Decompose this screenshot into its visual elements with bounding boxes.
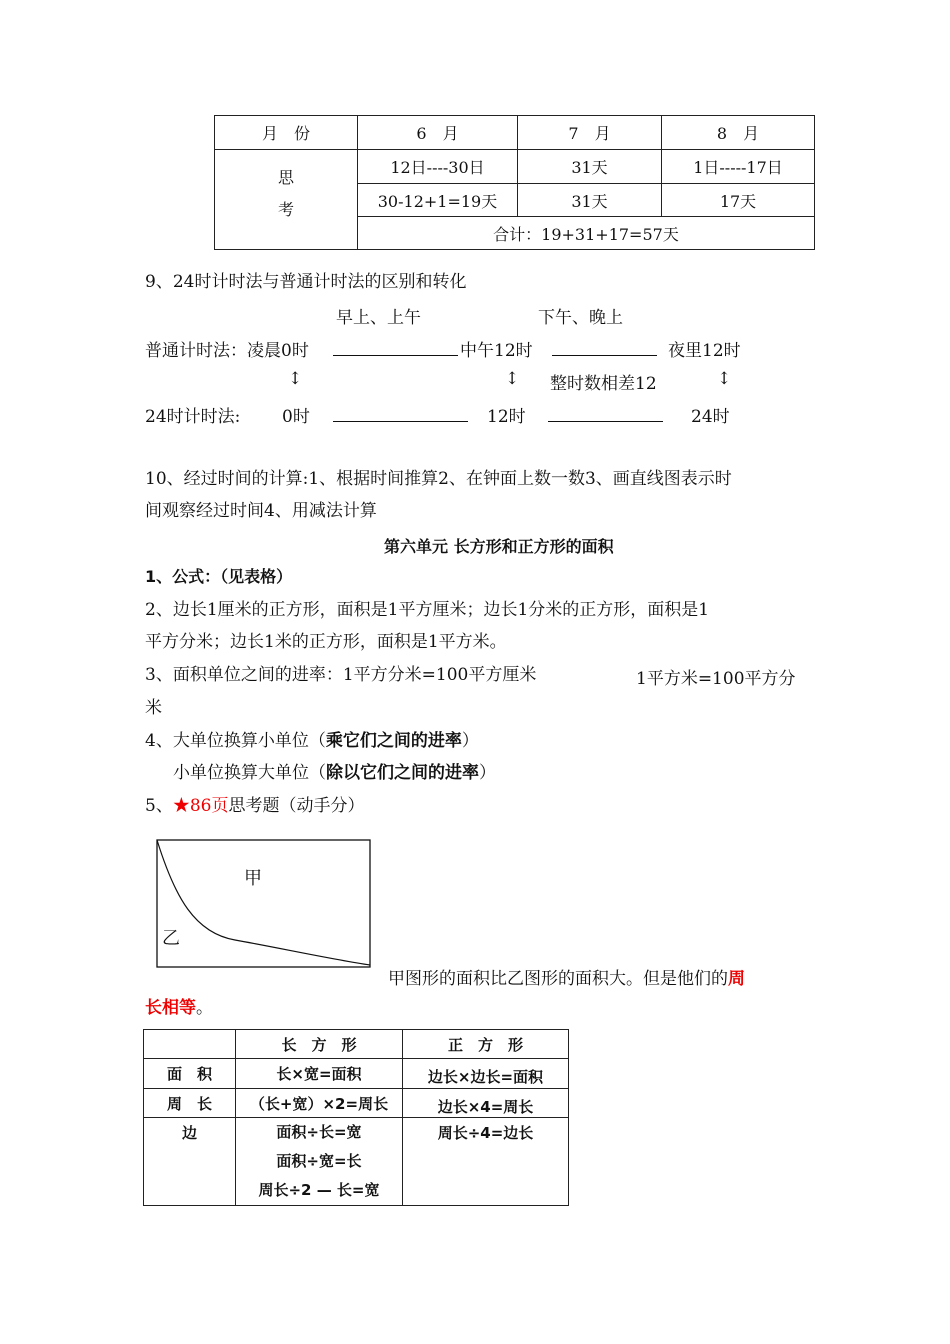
blank-line	[333, 355, 458, 356]
section-10-line1: 10、经过时间的计算:1、根据时间推算2、在钟面上数一数3、画直线图表示时	[145, 469, 732, 489]
star-page-ref: ★86页	[172, 796, 229, 816]
formula: 周长÷2 — 长=宽	[258, 1181, 380, 1199]
para-2a: 2、边长1厘米的正方形，面积是1平方厘米；边长1分米的正方形，面积是1	[145, 600, 710, 620]
cell: 1日-----17日	[662, 150, 815, 184]
row-label-side: 边	[144, 1118, 236, 1206]
h12-label: 12时	[487, 407, 526, 427]
para-4a	[145, 730, 479, 752]
pm-label: 下午、晚上	[538, 308, 623, 328]
think-label: 思 考	[215, 150, 358, 250]
empty-cell	[144, 1030, 236, 1059]
dividing-curve	[157, 840, 370, 965]
highlight-text: 长相等	[145, 998, 196, 1018]
blank-line	[548, 421, 663, 422]
h24-end-label: 24时	[691, 407, 730, 427]
blank-line	[333, 421, 468, 422]
header-month: 月 份	[215, 116, 358, 150]
noon-label: 中午12时	[460, 341, 533, 361]
h24-label: 24时计时法:	[145, 407, 241, 427]
formula: 面积÷长=宽	[276, 1123, 362, 1141]
midnight-label: 夜里12时	[668, 341, 741, 361]
rect-area-formula: 长×宽=面积	[236, 1059, 403, 1089]
text: ）	[461, 731, 479, 751]
text: 5、	[145, 796, 173, 816]
updown-arrow-icon: ↕	[288, 369, 303, 389]
cell: 31天	[518, 150, 662, 184]
row-label-area: 面 积	[144, 1059, 236, 1089]
text: 。	[196, 998, 213, 1018]
h0-label: 0时	[282, 407, 310, 427]
highlight-text: 周	[728, 969, 745, 989]
para-3a: 3、面积单位之间的进率：1平方分米=100平方厘米	[145, 665, 537, 685]
header-july: 7 月	[518, 116, 662, 150]
section-10-line2: 间观察经过时间4、用减法计算	[145, 501, 377, 521]
text: 思考题（动手分）	[228, 796, 365, 816]
formula: 面积÷宽=长	[276, 1152, 362, 1170]
region-jia-label: 甲	[244, 868, 262, 889]
cell: 31天	[518, 184, 662, 217]
updown-arrow-icon: ↕	[717, 369, 732, 389]
square-area-formula: 边长×边长=面积	[403, 1059, 569, 1089]
region-yi-label: 乙	[162, 928, 180, 949]
square-perimeter-formula: 边长×4=周长	[403, 1089, 569, 1118]
unit-6-title: 第六单元 长方形和正方形的面积	[384, 537, 614, 556]
rect-side-formulas	[236, 1118, 403, 1206]
header-rectangle: 长 方 形	[236, 1030, 403, 1059]
cell: 30-12+1=19天	[358, 184, 518, 217]
square-side-formula: 周长÷4=边长	[403, 1118, 569, 1206]
rectangle-outline	[157, 840, 370, 967]
normal-clock-label: 普通计时法：凌晨0时	[145, 341, 309, 361]
bold-text: 乘它们之间的进率	[325, 731, 462, 751]
total-cell: 合计：19+31+17=57天	[358, 217, 815, 250]
rect-perimeter-formula: （长+宽）×2=周长	[236, 1089, 403, 1118]
para-5	[145, 795, 364, 817]
text: 4、大单位换算小单位（	[145, 731, 326, 751]
conclusion-text	[388, 964, 745, 989]
para-3c: 米	[145, 698, 162, 718]
cell: 12日----30日	[358, 150, 518, 184]
bold-text: 除以它们之间的进率	[326, 763, 479, 783]
para-3b: 1平方米=100平方分	[636, 669, 796, 689]
section-9-title: 9、24时计时法与普通计时法的区别和转化	[145, 272, 467, 292]
para-4b	[173, 762, 496, 784]
header-june: 6 月	[358, 116, 518, 150]
am-label: 早上、上午	[336, 308, 421, 328]
formula-heading: 1、公式：（见表格）	[145, 567, 293, 586]
formula-table	[143, 1029, 569, 1206]
para-2b: 平方分米；边长1米的正方形，面积是1平方米。	[145, 632, 507, 652]
month-days-table	[214, 115, 815, 250]
updown-arrow-icon: ↕	[505, 369, 520, 389]
header-august: 8 月	[662, 116, 815, 150]
blank-line	[552, 355, 657, 356]
text: 小单位换算大单位（	[173, 763, 326, 783]
diff-label: 整时数相差12	[550, 374, 657, 394]
row-label-perimeter: 周 长	[144, 1089, 236, 1118]
header-square: 正 方 形	[403, 1030, 569, 1059]
conclusion-cont	[145, 997, 213, 1019]
text: 甲图形的面积比乙图形的面积大。但是他们的	[388, 969, 728, 989]
divided-rectangle-figure	[155, 838, 373, 970]
cell: 17天	[662, 184, 815, 217]
text: ）	[479, 763, 496, 783]
